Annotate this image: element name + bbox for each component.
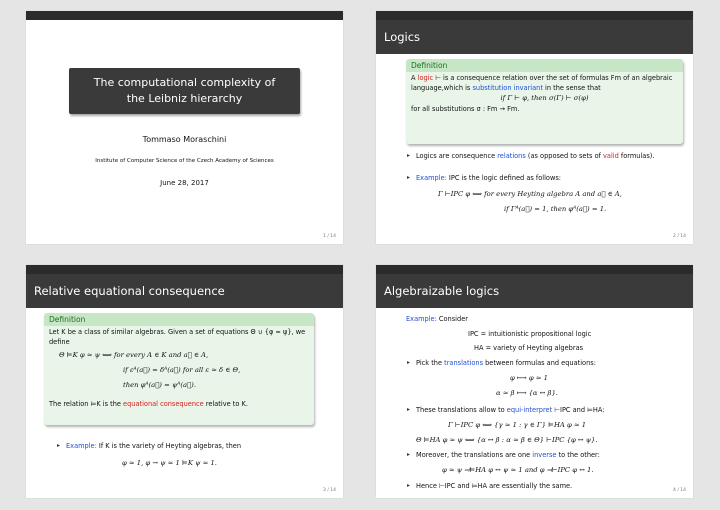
slide-top-bar [26,265,343,274]
example-formula: φ ≈ 1, φ → ψ ≈ 1 ⊨K ψ ≈ 1. [122,459,217,467]
title-box [69,68,300,114]
date: June 28, 2017 [160,179,209,187]
bullet-inverse: ▸ Moreover, the translations are one inverse to the other: [416,450,684,460]
frame-title: Algebraizable logics [376,274,693,308]
page-number: 2 / 14 [673,234,686,239]
ipc-line: IPC = intuitionistic propositional logic [468,330,592,338]
definition-heading: Definition [44,313,314,326]
definition-formula: if Γ ⊢ φ, then σ(Γ) ⊢ σ(φ) [500,94,589,102]
institution: Institute of Computer Science of the Czech Academy of Sciences [95,158,274,164]
definition-box [406,59,683,144]
bullet-example: ▸ Example: If K is the variety of Heyting algebras, then [66,441,334,451]
substitution-invariant-term: substitution invariant [472,84,543,92]
bullet-relations: ▸ Logics are consequence relations (as opposed to sets of valid formulas). [416,151,684,161]
bullet-translations: ▸ Pick the translations between formulas and equations: [416,358,684,368]
bullet-conclusion: ▸ Hence ⊢IPC and ⊨HA are essentially the same. [416,481,684,491]
inverse-formula: φ ≈ ψ ⫤⊨HA φ ↔ ψ ≈ 1 and φ ⫤⊢IPC φ ↔ 1. [442,466,594,474]
definition-heading: Definition [406,59,683,72]
translation-formula-1: φ ⟼ φ ≈ 1 [510,374,548,382]
def-formula-line3: then φᴬ(a⃗) = ψᴬ(a⃗). [123,381,196,389]
def-formula-line2: if εᴬ(a⃗) = δᴬ(a⃗) for all ε ≈ δ ∈ Θ, [123,366,241,374]
page-number: 3 / 14 [323,488,336,493]
page-number: 4 / 14 [673,488,686,493]
slide-top-bar [376,265,693,274]
slide-top-bar [26,11,343,20]
equi-formula-2: Θ ⊨HA φ ≈ ψ ⟺ {α ↔ β : α ≈ β ∈ Θ} ⊢IPC {φ ↔ ψ}. [416,436,598,444]
slide-title [26,11,343,244]
slide-relative-equational-consequence [26,265,343,498]
ha-line: HA = variety of Heyting algebras [474,344,584,352]
ipc-definition-line1: Γ ⊢IPC φ ⟺ for every Heyting algebra A and a⃗ ∈ A, [438,190,622,198]
definition-body: A logic ⊢ is a consequence relation over the set of formulas Fm of an algebraic language,which is substitution invariant in the sense that if Γ ⊢ φ, then σ(Γ) ⊢ σ(φ) for all substitutions σ : Fm → Fm. [406,72,683,117]
presentation-title: The computational complexity of the Leibniz hierarchy [93,76,276,105]
definition-body: Let K be a class of similar algebras. Given a set of equations Θ ∪ {φ ≈ ψ}, we define Θ ⊨K φ ≈ ψ ⟺ for every A ∈ K and a⃗ ∈ A, if εᴬ(a⃗) = δᴬ(a⃗) for all ε ≈ δ ∈ Θ, then φᴬ(a⃗) = ψᴬ(a⃗). The relation ⊨K is the equational consequence relative to K. [49,328,306,408]
example-intro: Example: Consider [406,315,468,323]
frame-title: Relative equational consequence [26,274,343,308]
author: Tommaso Moraschini [142,135,227,144]
slide-algebraizable-logics [376,265,693,498]
slide-top-bar [376,11,693,20]
translation-formula-2: α ≈ β ⟼ {α ↔ β}. [496,389,558,397]
ipc-definition-line2: if Γᴬ(a⃗) = 1, then φᴬ(a⃗) = 1. [504,205,607,213]
bullet-example: ▸ Example: IPC is the logic defined as follows: [416,173,684,183]
bullet-equi-interpret: ▸ These translations allow to equi-interpret ⊢IPC and ⊨HA: [416,405,684,415]
slide-logics [376,11,693,244]
definition-box [44,313,314,425]
equational-consequence-term: equational consequence [123,400,204,408]
logic-term: logic [417,74,434,82]
def-formula-line1: Θ ⊨K φ ≈ ψ ⟺ for every A ∈ K and a⃗ ∈ A, [59,351,209,359]
frame-title: Logics [376,20,693,54]
page-number: 1 / 14 [323,234,336,239]
equi-formula-1: Γ ⊢IPC φ ⟺ {γ ≈ 1 : γ ∈ Γ} ⊨HA φ ≈ 1 [448,421,587,429]
